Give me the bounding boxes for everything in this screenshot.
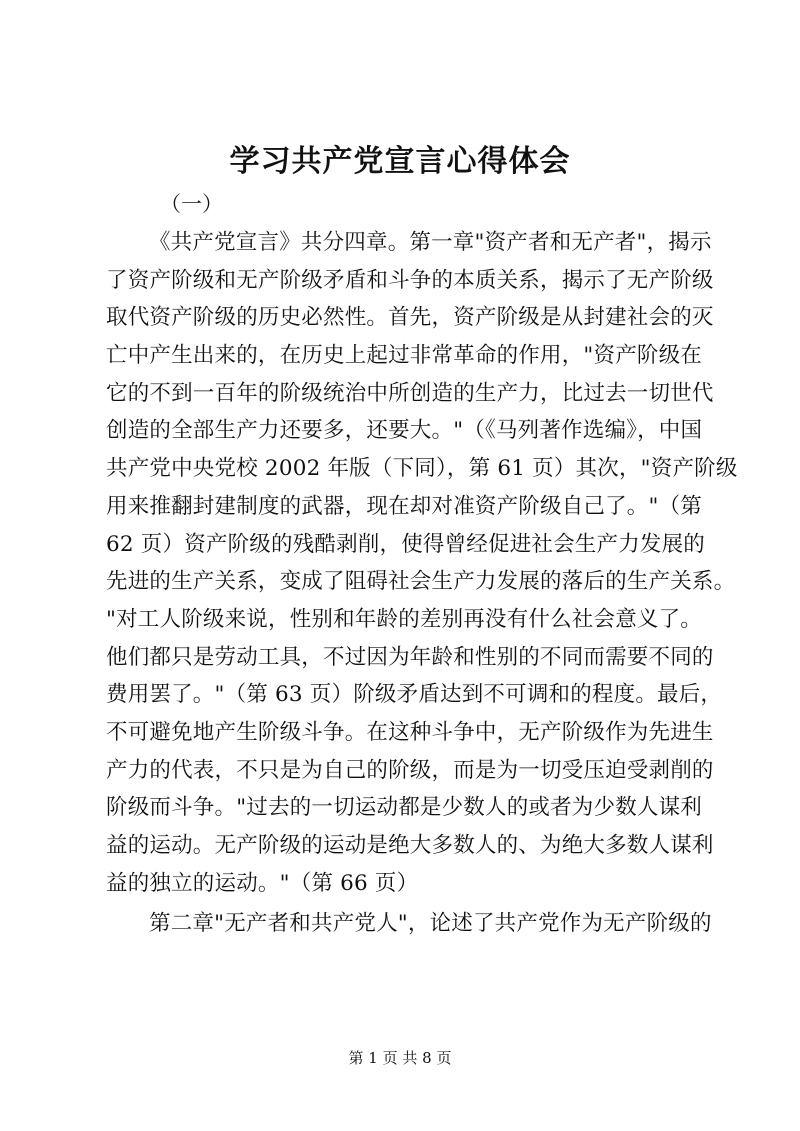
body-text [106, 224, 738, 943]
page-footer: 第 1 页 共 8 页 [348, 1049, 452, 1067]
section-number: （一） [160, 192, 223, 216]
text-line: 《共产党宣言》共分四章。第一章"资产者和无产者"，揭示 [149, 230, 712, 255]
text-line: 费用罢了。"（第 63 页）阶级矛盾达到不可调和的程度。最后， [106, 682, 723, 708]
text-line: 取代资产阶级的历史必然性。首先，资产阶级是从封建社会的灭 [106, 305, 714, 331]
text-line: 共产党中央党校 2002 年版（下同），第 61 页）其次，"资产阶级 [106, 456, 738, 482]
paragraph [106, 224, 738, 902]
text-line: 先进的生产关系，变成了阻碍社会生产力发展的落后的生产关系。 [106, 569, 736, 595]
text-line: 62 页）资产阶级的残酷剥削，使得曾经促进社会生产力发展的 [106, 531, 705, 557]
text-line: 用来推翻封建制度的武器，现在却对准资产阶级自己了。"（第 [106, 493, 702, 519]
text-line: 它的不到一百年的阶级统治中所创造的生产力，比过去一切世代 [106, 380, 714, 406]
text-line: 他们都只是劳动工具，不过因为年龄和性别的不同而需要不同的 [106, 644, 714, 670]
paragraph [106, 905, 712, 943]
document-title: 学习共产党宣言心得体会 [229, 144, 571, 179]
text-line: "对工人阶级来说，性别和年龄的差别再没有什么社会意义了。 [106, 606, 702, 632]
text-line: 产力的代表，不只是为自己的阶级，而是为一切受压迫受剥削的 [106, 757, 714, 783]
text-line: 第二章"无产者和共产党人"，论述了共产党作为无产阶级的 [149, 911, 712, 937]
text-line: 益的独立的运动。"（第 66 页） [106, 870, 419, 896]
text-line: 创造的全部生产力还要多，还要大。"（《马列著作选编》，中国 [106, 418, 703, 444]
text-line: 阶级而斗争。"过去的一切运动都是少数人的或者为少数人谋利 [106, 795, 702, 821]
text-line: 亡中产生出来的，在历史上起过非常革命的作用，"资产阶级在 [106, 343, 702, 369]
text-line: 益的运动。无产阶级的运动是绝大多数人的、为绝大多数人谋利 [106, 833, 714, 858]
text-line: 了资产阶级和无产阶级矛盾和斗争的本质关系，揭示了无产阶级 [106, 267, 714, 293]
text-line: 不可避免地产生阶级斗争。在这种斗争中，无产阶级作为先进生 [106, 719, 714, 745]
